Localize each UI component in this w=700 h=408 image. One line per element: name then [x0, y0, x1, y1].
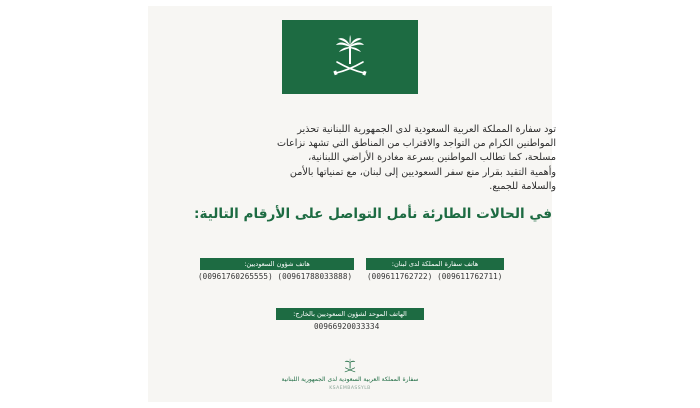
embassy-phone-label: هاتف سفارة المملكة لدى لبنان: [366, 258, 504, 270]
paragraph-line: والسلامة للجميع. [489, 180, 556, 192]
saudi-emblem-icon [327, 34, 373, 80]
embassy-phone-numbers[interactable]: (009611762722) (009611762711) [367, 272, 503, 281]
footer-social-handle: KSAEMBASSYLB [329, 386, 371, 391]
saudi-affairs-phone-numbers[interactable]: (00961760265555) (00961788033888) [198, 272, 353, 281]
emergency-headline: في الحالات الطارئة نأمل التواصل على الأرقام التالية: [194, 206, 552, 222]
unified-abroad-phone-label: الهاتف الموحد لشؤون السعوديين بالخارج: [276, 308, 424, 320]
paragraph-line: تود سفارة المملكة العربية السعودية لدى الجمهورية اللبنانية تحذير [297, 124, 556, 135]
announcement-card [148, 6, 556, 402]
saudi-affairs-phone-label: هاتف شؤون السعوديين: [200, 258, 354, 270]
paragraph-line: مسلحة، كما تطالب المواطنين بسرعة مغادرة الأراضي اللبنانية، [308, 152, 556, 164]
footer-emblem-icon [342, 357, 358, 375]
emblem-banner [282, 20, 418, 94]
paragraph-line: المواطنين الكرام من التواجد والاقتراب من المناطق التي تشهد نزاعات [277, 138, 556, 150]
unified-abroad-phone-number[interactable]: 00966920033334 [314, 322, 380, 331]
warning-paragraph [260, 123, 556, 194]
footer-organization-name: سفارة المملكة العربية السعودية لدى الجمهورية اللبنانية [281, 376, 419, 383]
paragraph-line: وأهمية التقيد بقرار منع سفر السعوديين إلى لبنان، مع تمنياتها بالأمن [289, 166, 556, 178]
